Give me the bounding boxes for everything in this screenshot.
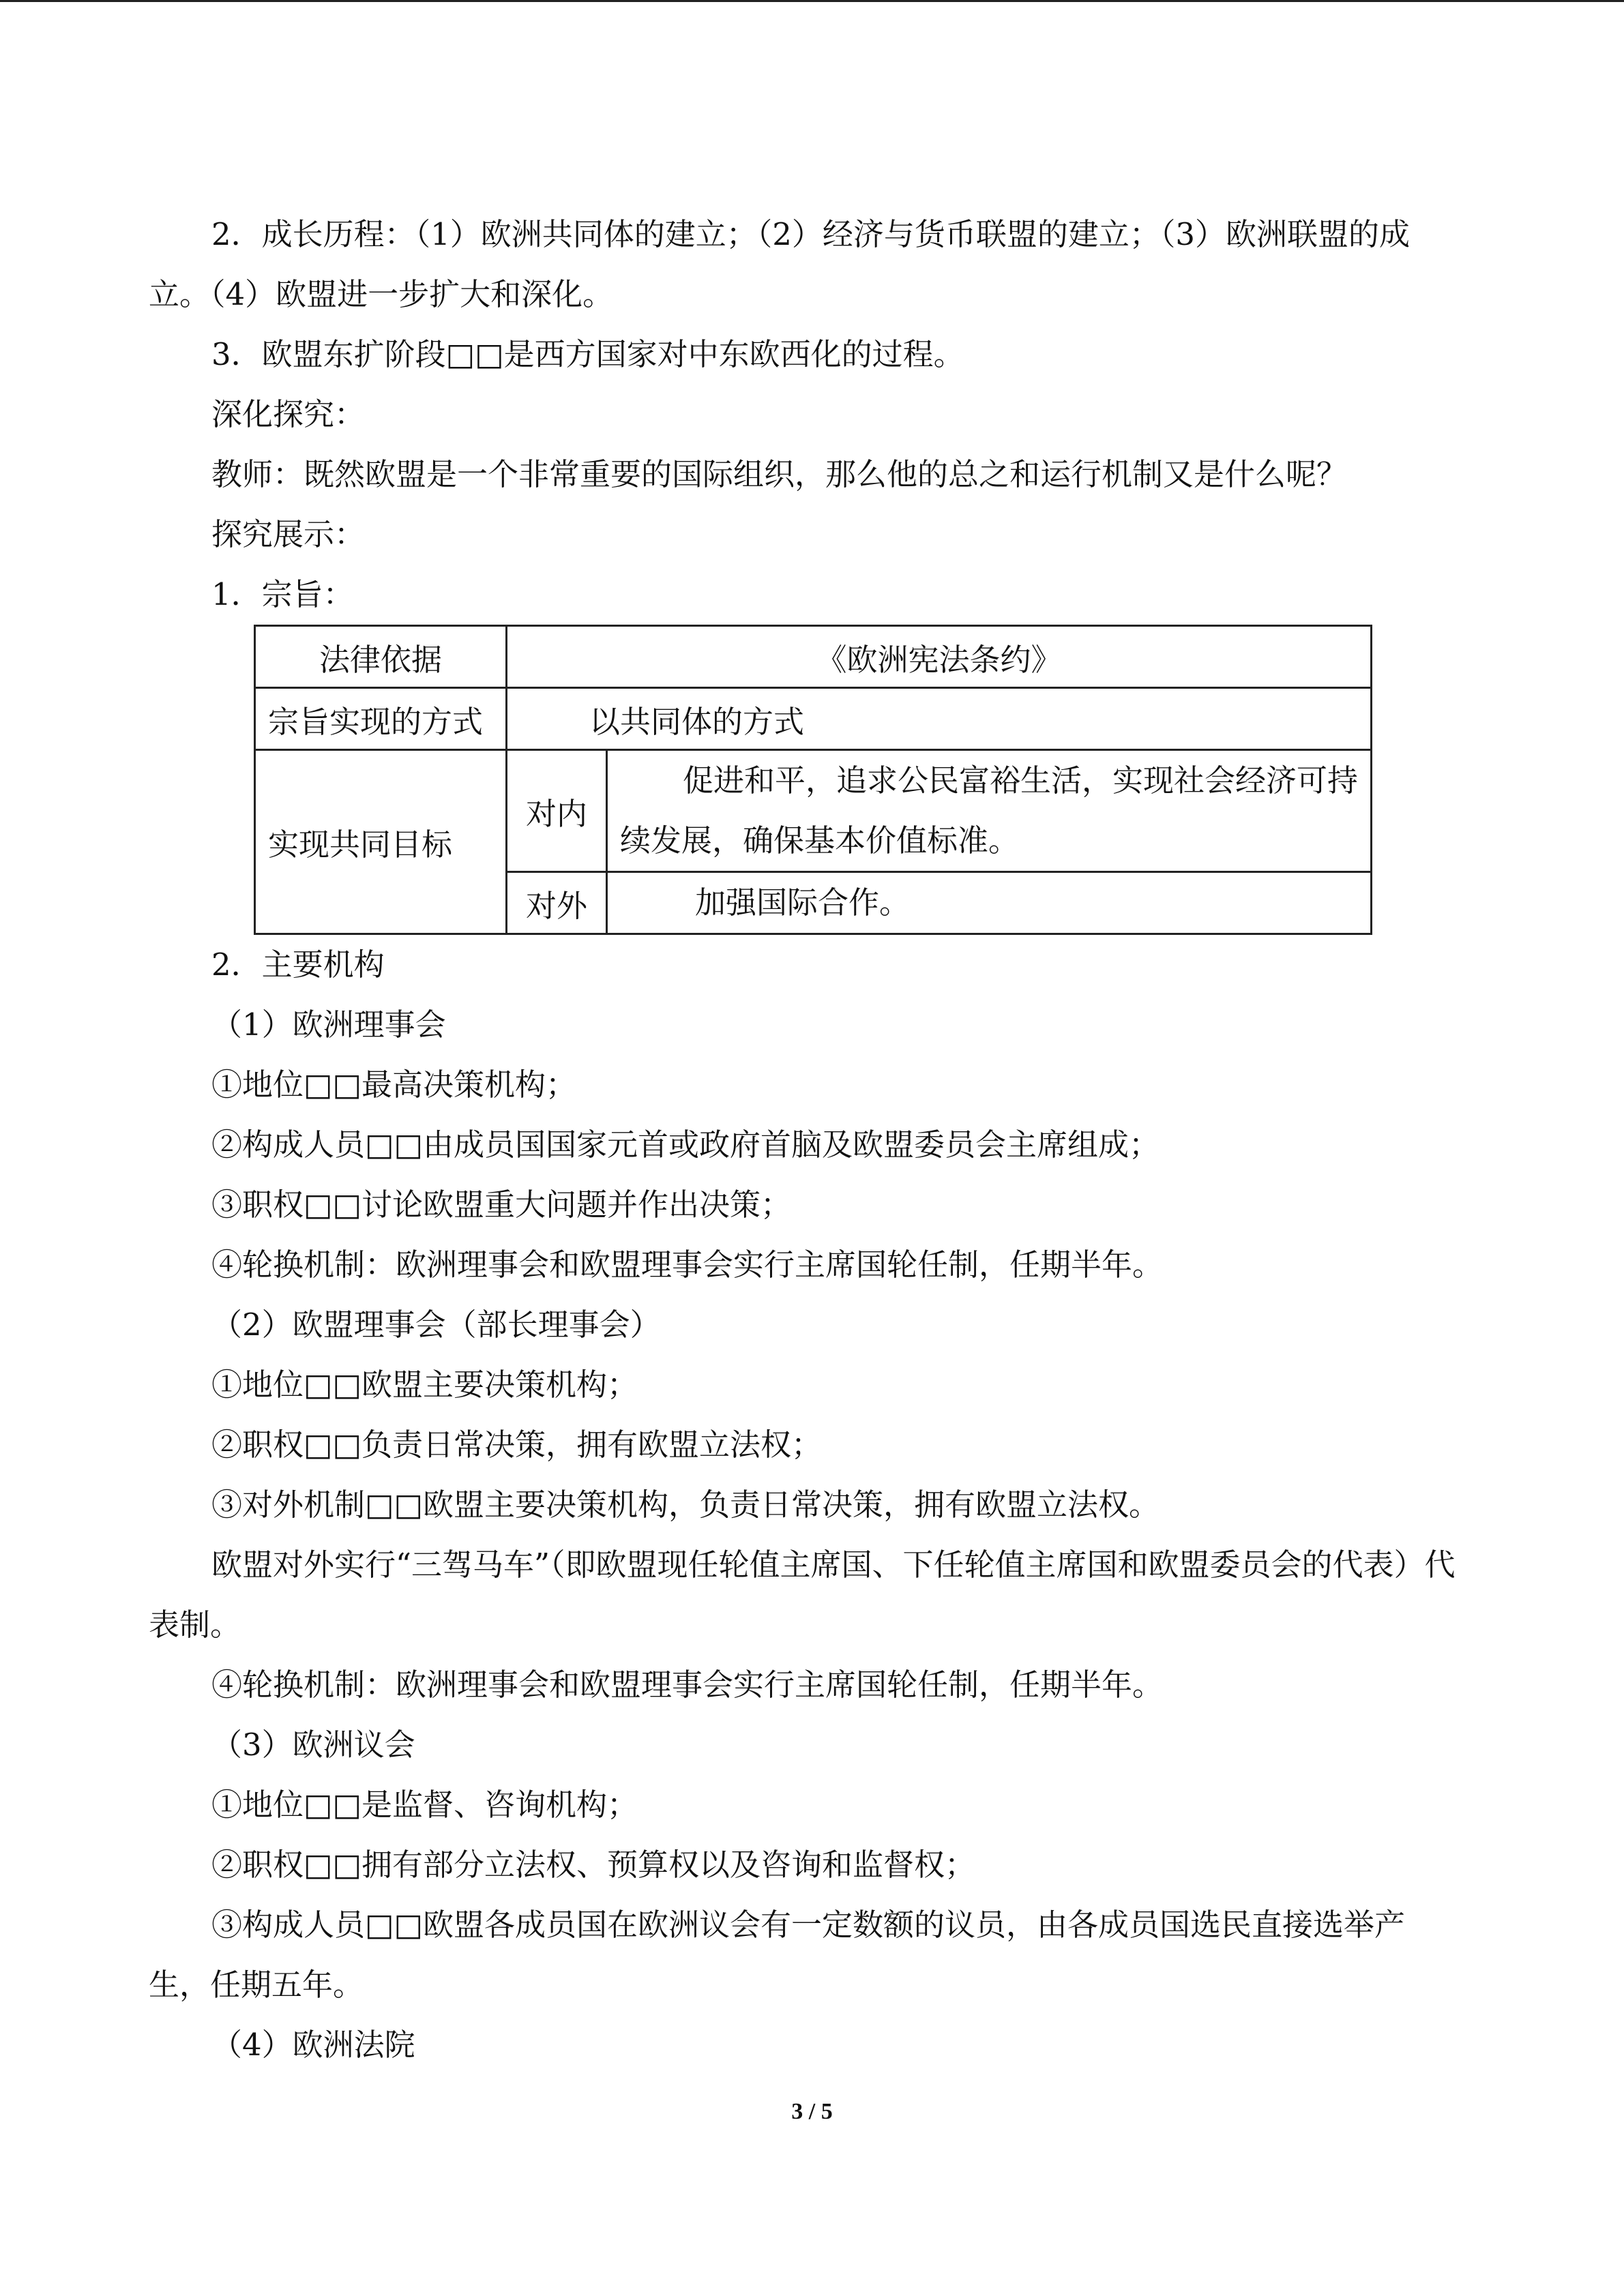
paragraph: ②职权□□拥有部分立法权、预算权以及咨询和监督权； [211,1847,976,1883]
paragraph: ③职权□□讨论欧盟重大问题并作出决策； [211,1187,792,1223]
table-cell-external-value [607,872,1372,934]
paragraph: 教师：既然欧盟是一个非常重要的国际组织，那么他的总之和运行机制又是什么呢？ [211,456,1348,492]
paragraph: ③对外机制□□欧盟主要决策机构，负责日常决策，拥有欧盟立法权。 [211,1487,1160,1523]
page-number: 3 / 5 [791,2099,833,2124]
paragraph: 1．宗旨： [211,576,354,612]
table-cell-legal-basis-value: 《欧洲宪法条约》 [507,626,1372,688]
table-cell-method-label: 宗旨实现的方式 [255,688,507,750]
paragraphs-top [149,205,1458,625]
paragraph: 3．欧盟东扩阶段□□是西方国家对中东欧西化的过程。 [211,336,964,372]
paragraph: （2）欧盟理事会（部长理事会） [211,1307,661,1343]
paragraph: 欧盟对外实行“三驾马车”（即欧盟现任轮值主席国、下任轮值主席国和欧盟委员会的代表）代表制。 [149,1547,1456,1643]
table-cell-internal-label: 对内 [507,750,607,872]
paragraph: ①地位□□是监督、咨询机构； [211,1787,638,1823]
table-cell-external-label: 对外 [507,872,607,934]
table-cell-legal-basis-label: 法律依据 [255,626,507,688]
paragraph: 2．成长历程：（1）欧洲共同体的建立；（2）经济与货币联盟的建立；（3）欧洲联盟的成立。（4）欧盟进一步扩大和深化。 [149,216,1411,312]
document-page [149,205,1458,2075]
paragraph: ②构成人员□□由成员国国家元首或政府首脑及欧盟委员会主席组成； [211,1127,1160,1163]
top-border-line [0,0,1624,2]
external-goal-text: 加强国际合作。 [695,884,911,921]
table-cell-method-value: 以共同体的方式 [507,688,1372,750]
table-row [255,688,1372,750]
paragraph: ②职权□□负责日常决策，拥有欧盟立法权； [211,1427,823,1463]
paragraph: （1）欧洲理事会 [211,1007,446,1043]
table-cell-goals-label: 实现共同目标 [255,750,507,934]
paragraph: （3）欧洲议会 [211,1727,415,1763]
paragraph: ①地位□□最高决策机构； [211,1067,577,1103]
purpose-table [254,625,1372,935]
paragraph: ④轮换机制：欧洲理事会和欧盟理事会实行主席国轮任制，任期半年。 [211,1247,1164,1283]
paragraph: 深化探究： [211,396,366,432]
paragraph: 2．主要机构 [211,946,385,983]
table-row [255,750,1372,872]
paragraphs-bottom [149,935,1458,2075]
paragraph: ③构成人员□□欧盟各成员国在欧洲议会有一定数额的议员，由各成员国选民直接选举产生，任期五年。 [149,1907,1406,2003]
paragraph: 探究展示： [211,516,366,552]
paragraph: ①地位□□欧盟主要决策机构； [211,1367,638,1403]
paragraph: （4）欧洲法院 [211,2027,415,2063]
table-cell-internal-value [607,750,1372,872]
paragraph: ④轮换机制：欧洲理事会和欧盟理事会实行主席国轮任制，任期半年。 [211,1667,1164,1703]
internal-goal-text: 促进和平，追求公民富裕生活，实现社会经济可持续发展，确保基本价值标准。 [620,762,1359,859]
table-row [255,626,1372,688]
